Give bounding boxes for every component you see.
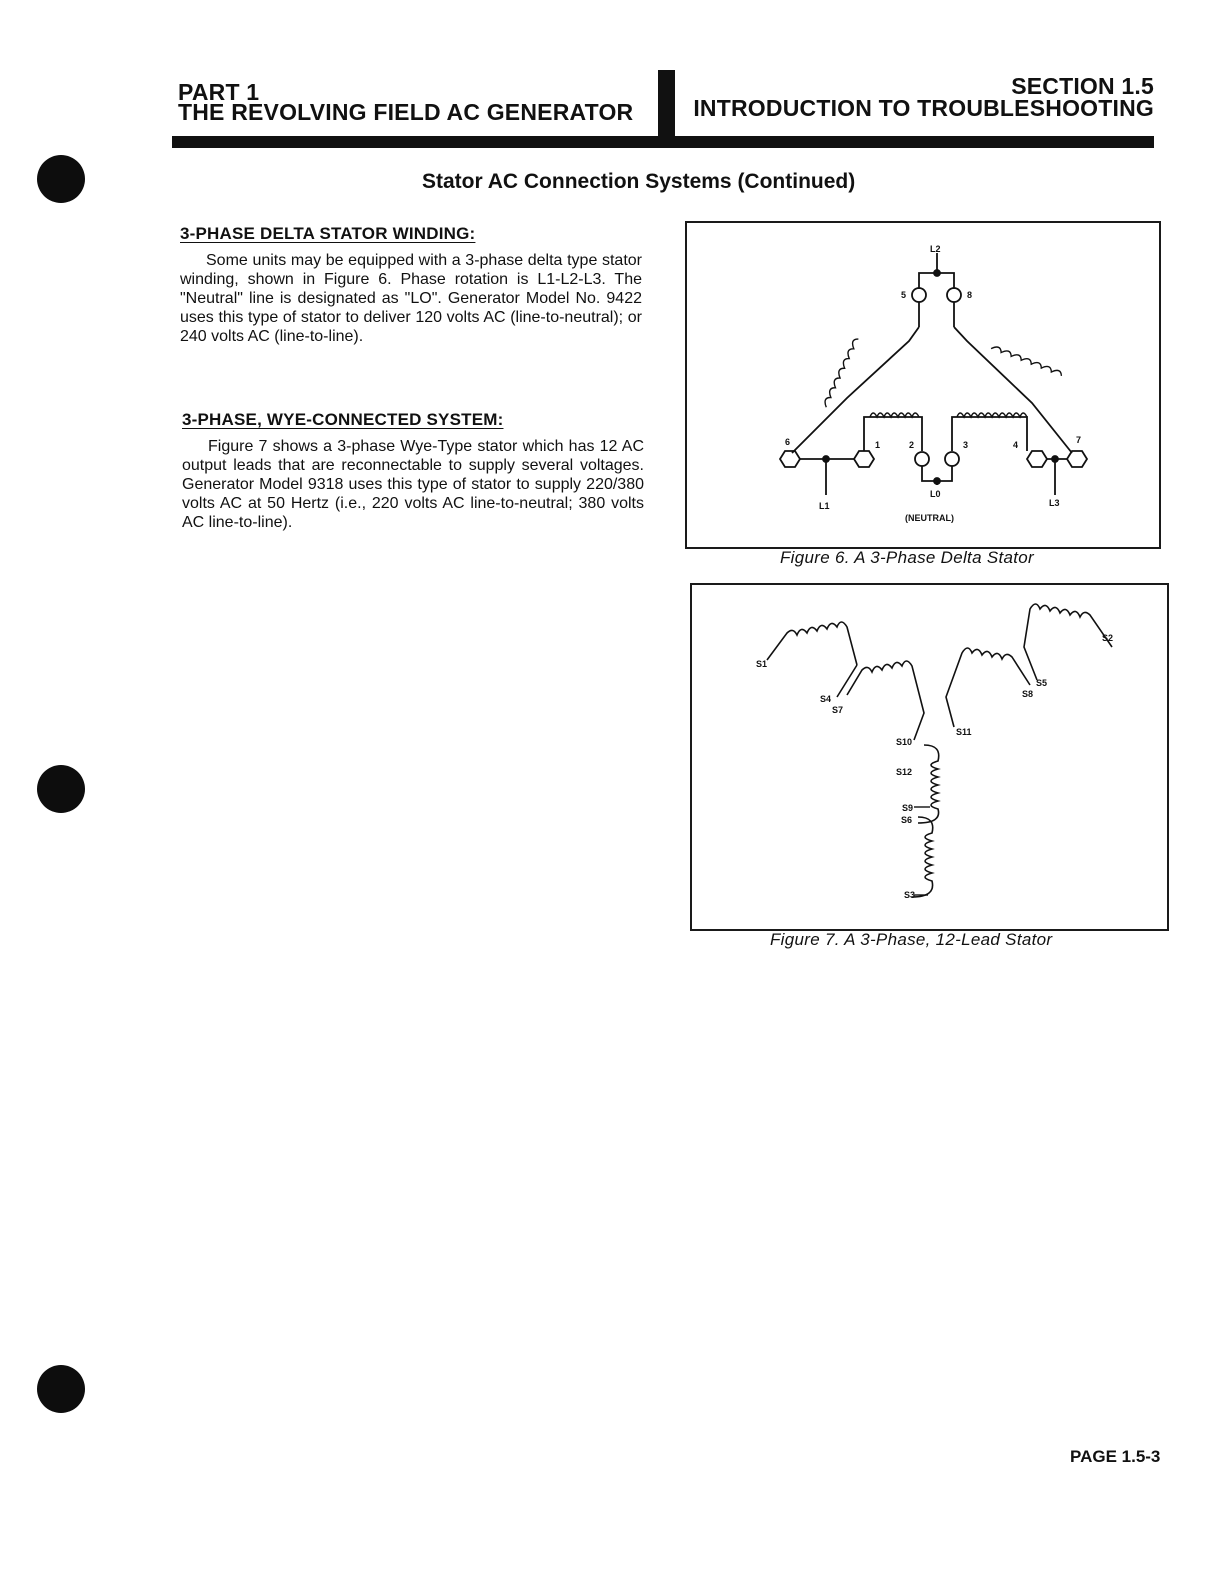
label-l3: L3 <box>1049 498 1060 508</box>
binder-hole-bottom <box>37 1365 85 1413</box>
delta-coil-left <box>792 327 919 453</box>
label-neutral: (NEUTRAL) <box>905 513 954 523</box>
page-number: PAGE 1.5-3 <box>1070 1447 1161 1466</box>
header-section-title: INTRODUCTION TO TROUBLESHOOTING <box>693 95 1154 121</box>
header-divider <box>658 70 675 140</box>
wye-coil-s2-s5 <box>1024 604 1112 680</box>
label-s8: S8 <box>1022 689 1034 699</box>
label-s5: S5 <box>1036 678 1048 688</box>
figure-7-caption: Figure 7. A 3-Phase, 12-Lead Stator <box>770 930 1053 949</box>
label-s11: S11 <box>956 727 972 737</box>
label-n4: 4 <box>1013 440 1019 450</box>
label-l2: L2 <box>930 244 941 254</box>
section-body-delta: Some units may be equipped with a 3-phase delta type stator winding, shown in Figure 6. Phase rotation is L1-L2-L3. The "Neutral" line is designated as "LO". Generator Model No. 9422 uses this type of stator to deliver 120 volts AC (line-to-neutral); or 240 volts AC (line-to-line). <box>180 252 642 345</box>
header-rule <box>172 136 1154 148</box>
label-n6: 6 <box>785 437 791 447</box>
label-n2: 2 <box>909 440 915 450</box>
label-n8: 8 <box>967 290 973 300</box>
label-s3: S3 <box>904 890 916 900</box>
header-section: SECTION 1.5 <box>1011 73 1154 99</box>
label-s12: S12 <box>896 767 913 777</box>
page-title: Stator AC Connection Systems (Continued) <box>422 170 856 193</box>
wye-coil-s6-s3 <box>912 817 933 897</box>
label-s10: S10 <box>896 737 913 747</box>
figure-7-wye-diagram <box>690 583 1169 931</box>
wye-coil-s1-s4 <box>767 622 857 665</box>
section-heading-wye: 3-PHASE, WYE-CONNECTED SYSTEM: <box>182 410 504 429</box>
label-n3: 3 <box>963 440 969 450</box>
label-s9: S9 <box>902 803 914 813</box>
label-l1: L1 <box>819 501 830 511</box>
wye-coil-s7-s10 <box>847 661 924 740</box>
header-part: PART 1 <box>178 79 260 105</box>
wye-coil-s8-s11 <box>946 648 1030 727</box>
section-body-wye: Figure 7 shows a 3-phase Wye-Type stator which has 12 AC output leads that are reconnectable to supply several voltages. Generator Model 9318 uses this type of stator to supply 220/380 volts AC at 50 Hertz (i.e., 220 volts AC line-to-neutral; 380 volts AC line-to-line). <box>182 438 644 531</box>
wye-coil-s12-s9 <box>918 745 939 823</box>
label-n1: 1 <box>875 440 881 450</box>
label-s2: S2 <box>1102 633 1114 643</box>
label-n7: 7 <box>1076 435 1082 445</box>
binder-hole-middle <box>37 765 85 813</box>
label-s4: S4 <box>820 694 832 704</box>
label-s7: S7 <box>832 705 844 715</box>
label-s1: S1 <box>756 659 768 669</box>
figure-6-delta-diagram <box>685 221 1161 549</box>
section-heading-delta: 3-PHASE DELTA STATOR WINDING: <box>180 224 476 243</box>
figure-6-caption: Figure 6. A 3-Phase Delta Stator <box>780 548 1035 567</box>
header-part-title: THE REVOLVING FIELD AC GENERATOR <box>178 99 634 125</box>
binder-hole-top <box>37 155 85 203</box>
label-l0: L0 <box>930 489 941 499</box>
label-n5: 5 <box>901 290 907 300</box>
delta-coil-right <box>954 327 1072 453</box>
label-s6: S6 <box>901 815 913 825</box>
